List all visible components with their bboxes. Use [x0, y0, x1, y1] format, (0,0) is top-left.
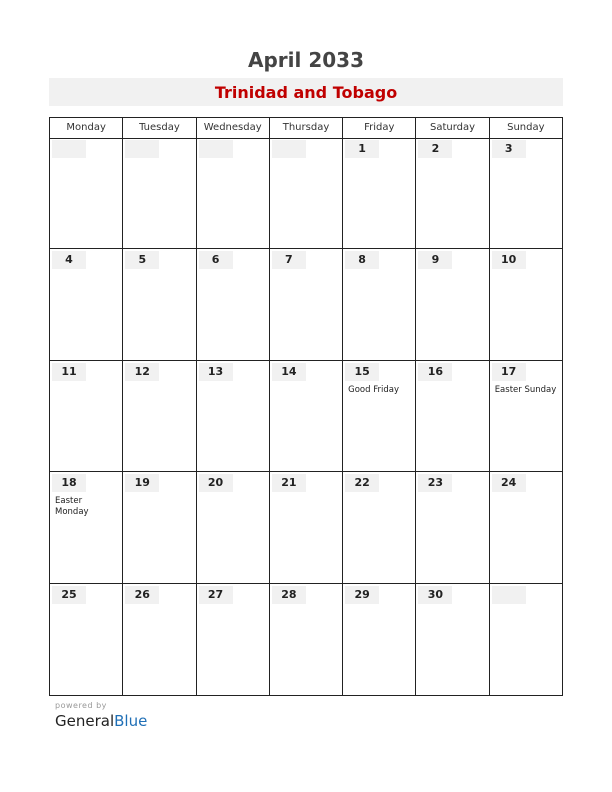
day-cell[interactable]	[415, 138, 488, 248]
day-number: 16	[418, 363, 452, 381]
day-number: 6	[199, 251, 233, 269]
day-cell[interactable]	[269, 361, 342, 471]
day-cell[interactable]	[50, 249, 122, 359]
day-cell[interactable]	[489, 584, 562, 695]
week-rows	[50, 138, 562, 695]
day-cell[interactable]	[415, 361, 488, 471]
day-cell[interactable]	[269, 584, 342, 695]
day-number	[492, 586, 526, 604]
generalblue-logo[interactable]	[55, 712, 147, 730]
day-number: 13	[199, 363, 233, 381]
day-number: 8	[345, 251, 379, 269]
day-cell[interactable]	[196, 249, 269, 359]
weekday-tuesday: Tuesday	[122, 118, 195, 138]
holiday-label: Easter Sunday	[494, 384, 557, 395]
day-cell[interactable]	[122, 361, 195, 471]
week-row	[50, 584, 562, 695]
brand-general: General	[55, 712, 115, 730]
week-row	[50, 249, 562, 360]
day-cell[interactable]	[489, 361, 562, 471]
day-cell[interactable]	[196, 361, 269, 471]
day-number: 27	[199, 586, 233, 604]
country-name: Trinidad and Tobago	[214, 83, 398, 102]
day-cell[interactable]	[342, 472, 415, 582]
day-cell[interactable]	[196, 472, 269, 582]
day-cell[interactable]	[489, 249, 562, 359]
day-cell[interactable]	[50, 584, 122, 695]
day-number: 30	[418, 586, 452, 604]
day-cell[interactable]	[342, 361, 415, 471]
day-number: 18	[52, 474, 86, 492]
day-number: 3	[492, 140, 526, 158]
day-cell[interactable]	[342, 584, 415, 695]
day-number: 23	[418, 474, 452, 492]
day-number: 24	[492, 474, 526, 492]
calendar-grid	[49, 117, 563, 696]
day-cell[interactable]	[269, 249, 342, 359]
weekday-monday: Monday	[66, 122, 106, 133]
day-number	[125, 140, 159, 158]
day-number: 17	[492, 363, 526, 381]
day-number: 22	[345, 474, 379, 492]
day-cell[interactable]	[489, 138, 562, 248]
day-number	[52, 140, 86, 158]
day-cell[interactable]	[122, 584, 195, 695]
day-cell[interactable]	[50, 138, 122, 248]
week-row	[50, 472, 562, 583]
week-row	[50, 361, 562, 472]
day-cell[interactable]	[269, 138, 342, 248]
day-number: 28	[272, 586, 306, 604]
day-cell[interactable]	[122, 472, 195, 582]
day-number	[272, 140, 306, 158]
brand-blue: Blue	[114, 712, 148, 730]
holiday-label: Good Friday	[348, 384, 399, 395]
day-cell[interactable]	[269, 472, 342, 582]
month-title: April 2033	[248, 48, 364, 72]
day-cell[interactable]	[122, 138, 195, 248]
day-number: 5	[125, 251, 159, 269]
day-number: 12	[125, 363, 159, 381]
holiday-label: Easter Monday	[55, 496, 89, 518]
day-number: 1	[345, 140, 379, 158]
day-cell[interactable]	[415, 584, 488, 695]
day-cell[interactable]	[415, 249, 488, 359]
day-number: 19	[125, 474, 159, 492]
day-cell[interactable]	[196, 138, 269, 248]
day-cell[interactable]	[196, 584, 269, 695]
country-banner	[49, 78, 563, 106]
day-number: 15	[345, 363, 379, 381]
weekday-thursday: Thursday	[269, 118, 342, 138]
day-cell[interactable]	[50, 472, 122, 582]
day-cell[interactable]	[122, 249, 195, 359]
day-number: 25	[52, 586, 86, 604]
weekday-friday: Friday	[342, 118, 415, 138]
day-number: 20	[199, 474, 233, 492]
weekday-header-row	[50, 118, 562, 139]
day-number: 11	[52, 363, 86, 381]
day-number: 29	[345, 586, 379, 604]
day-number: 10	[492, 251, 526, 269]
day-number: 9	[418, 251, 452, 269]
weekday-sunday: Sunday	[489, 118, 562, 138]
footer	[55, 701, 147, 730]
day-cell[interactable]	[342, 138, 415, 248]
day-number: 2	[418, 140, 452, 158]
day-cell[interactable]	[50, 361, 122, 471]
day-number: 7	[272, 251, 306, 269]
day-number: 14	[272, 363, 306, 381]
powered-by-text: powered by	[55, 701, 107, 710]
day-cell[interactable]	[342, 249, 415, 359]
week-row	[50, 138, 562, 249]
weekday-saturday: Saturday	[415, 118, 488, 138]
day-number: 26	[125, 586, 159, 604]
day-number: 4	[52, 251, 86, 269]
day-number: 21	[272, 474, 306, 492]
weekday-wednesday: Wednesday	[196, 118, 269, 138]
day-cell[interactable]	[489, 472, 562, 582]
day-cell[interactable]	[415, 472, 488, 582]
day-number	[199, 140, 233, 158]
